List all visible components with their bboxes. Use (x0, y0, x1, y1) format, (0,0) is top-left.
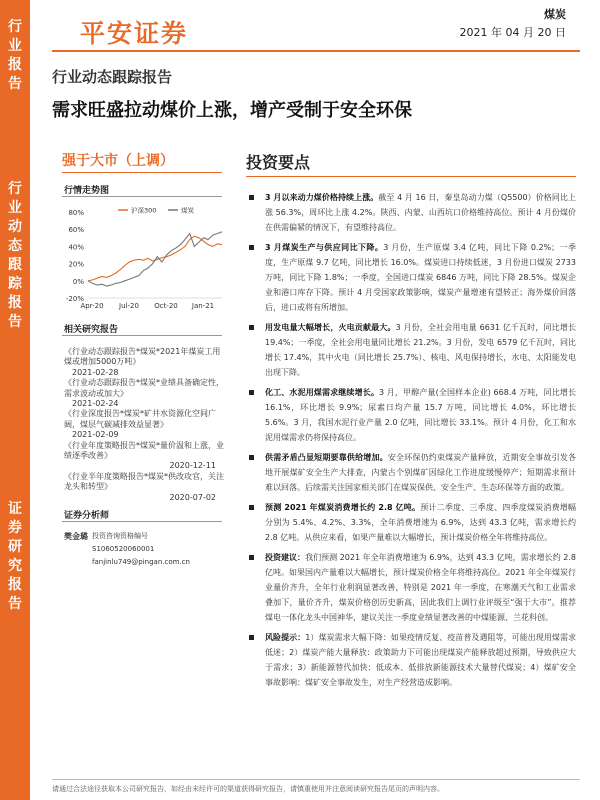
side-char: 告 (8, 596, 22, 612)
analyst-title: 证券分析师 (64, 511, 110, 521)
invest-point-text: 安全环保仍约束煤炭产量释放，近期安全事故引发各地开展煤矿安全生产大排查，内蒙古个别煤矿因绿化工作进度缓慢停产；短期需求预计难以回落。后续需关注国家相关部门在煤炭保供、安全生产、生态环保等方面的政策。 (265, 453, 577, 492)
side-label-report (0, 18, 30, 94)
report-type: 行业动态跟踪报告 (52, 68, 173, 86)
invest-point (246, 500, 576, 545)
y-tick-label: -20% (65, 295, 84, 303)
list-item[interactable] (64, 378, 224, 409)
analyst-email[interactable]: fanjinlu749@pingan.com.cn (92, 558, 190, 566)
side-char: 行 (8, 181, 22, 197)
series-line-1 (88, 232, 222, 286)
invest-point-text: 3 月份，全社会用电量 6631 亿千瓦时，同比增长 19.4%；一季度，全社会用电量同比增长 21.2%。3 月份，发电 6579 亿千瓦时，同比增长 17.4%，其中火电（同比增长 25.7%）、核电、风电保持增长，水电、太阳能发电出现下降。 (265, 323, 577, 377)
side-char: 业 (8, 200, 22, 216)
invest-title: 投资要点 (246, 153, 311, 172)
side-char: 业 (8, 38, 22, 54)
y-tick-label: 40% (68, 243, 84, 252)
side-bar (0, 0, 30, 800)
side-char: 报 (8, 295, 22, 311)
x-tick-label: Oct-20 (154, 302, 178, 310)
x-tick-label: Jan-21 (191, 302, 215, 310)
x-tick-label: Apr-20 (80, 302, 104, 310)
related-report-title: 《行业半年度策略报告*煤炭*供改攻官，关注龙头和转型》 (64, 471, 224, 492)
invest-point-text: 我们预测 2021 年全年消费增速为 6.9%，达到 43.3 亿吨，需求增长约 2.8 亿吨。如果国内产量难以大幅增长，预计煤炭价格全年将维持高位。2021 年全年煤炭行业量价齐升，全年行业利润显著改善，特别是 2021 年一季度，在寒潮天气和工业需求叠加下，量价齐升，煤炭价格创历史新高，因此我们上调行业评级至“强于大市”。推荐煤电一体化龙头中国神华，建议关注一季度业绩显著改善的中煤能源、兰花科创。 (265, 553, 576, 622)
invest-point-text: 3 月，甲醇产量(全国样本企业) 668.4 万吨，同比增长 16.1%，环比增长 9.9%；尿素日均产量 15.7 万吨，同比增长 4.0%，环比增长 5.6%。3 月，我国水泥行业产量 2.0 亿吨，同比增长 33.1%。预计 4 月份，化工和水泥用煤需求仍将保持高位。 (265, 388, 576, 442)
related-report-title: 《行业深度报告*煤炭*矿井水资源化空间广阔，煤层气碳减排效益显著》 (64, 409, 216, 429)
invest-point-lead: 风险提示： (265, 633, 306, 642)
invest-point-lead: 3 月以来动力煤价格持续上涨。 (265, 193, 379, 202)
side-char: 究 (8, 558, 22, 574)
related-report-date: 2020-12-11 (169, 461, 216, 471)
related-report-date: 2021-02-24 (72, 399, 119, 409)
side-char: 态 (8, 238, 22, 254)
related-report-title: 《行业年度策略报告*煤炭*量价温和上涨，业绩逐季改善》 (64, 440, 224, 461)
invest-divider (246, 176, 576, 177)
x-tick-label: Jul-20 (119, 302, 139, 310)
invest-point-lead: 预测 2021 年煤炭消费增长约 2.8 亿吨。 (265, 503, 421, 512)
list-item[interactable] (64, 347, 224, 378)
invest-point-text: 截至 4 月 16 日，秦皇岛动力煤（Q5500）价格同比上涨 56.3%，周环比上涨 4.2%。陕西、内蒙、山西坑口价格维持高位。预计 4 月份煤价在供需偏紧的情况下，有望维持高位。 (265, 193, 576, 232)
invest-point-text: 3 月份，生产原煤 3.4 亿吨，同比下降 0.2%；一季度，生产原煤 9.7 亿吨，同比增长 16.0%。煤炭进口持续低迷，3 月份进口煤炭 2733 万吨，同比下降 1.8%；一季度，全国进口煤炭 6846 万吨，同比下降 28.5%。煤炭企业和港口库存下降。预计 4 月受国家政策影响，煤炭产量增速有望转正；海外煤价回落后，进口或将有所增加。 (265, 243, 576, 312)
side-char: 研 (8, 539, 22, 555)
invest-points (246, 190, 576, 695)
analyst-name: 樊金璐 (64, 532, 88, 541)
side-char: 报 (8, 57, 22, 73)
y-tick-label: 0% (72, 277, 84, 286)
side-char: 券 (8, 520, 22, 536)
trend-divider (62, 196, 222, 197)
side-char: 动 (8, 219, 22, 235)
invest-point (246, 630, 576, 690)
side-char: 踪 (8, 276, 22, 292)
list-item[interactable] (64, 441, 224, 472)
list-item[interactable] (64, 409, 224, 440)
invest-point-lead: 用发电量大幅增长，火电贡献最大。 (265, 323, 396, 332)
side-char: 报 (8, 577, 22, 593)
rating-divider (62, 172, 222, 173)
header-divider (52, 50, 580, 52)
invest-point-text: 1）煤炭需求大幅下降：如果疫情反复、疫苗普及遇阻等，可能出现用煤需求低迷；2）煤炭产能大量释放：政策助力下可能出现煤炭产能释放超过预期，导致供应大于需求；3）新能源替代加快：低成本、低排放新能源技术大量替代煤炭；4）煤矿安全事故影响：煤矿安全事故发生，对生产经营造成影响。 (265, 633, 577, 687)
side-char: 证 (8, 501, 22, 517)
analyst-divider (62, 521, 222, 522)
invest-point (246, 190, 576, 235)
invest-point (246, 450, 576, 495)
invest-point (246, 320, 576, 380)
related-report-date: 2021-02-09 (72, 430, 119, 440)
related-divider (62, 335, 222, 336)
analyst-role: 投资咨询资格编号 (92, 532, 148, 540)
invest-point-lead: 化工、水泥用煤需求继续增长。 (265, 388, 379, 397)
legend-label: 沪深300 (131, 206, 157, 215)
invest-point-text: 预计二季度、三季度、四季度煤炭消费增幅分别为 5.4%、4.2%、3.3%，全年消费增速为 6.9%，达到 43.3 亿吨，需求增长约 2.8 亿吨。从供应来看，如果产量难以大幅增长，预计煤炭价格全年将维持高位。 (265, 503, 577, 542)
related-report-title: 《行业动态跟踪报告*煤炭*业绩具备确定性，需求波动或加大》 (64, 378, 224, 398)
report-date: 2021 年 04 月 20 日 (459, 26, 566, 39)
related-report-date: 2020-07-02 (169, 492, 216, 502)
side-label-report-type (0, 180, 30, 332)
rating: 强于大市（上调） (62, 153, 174, 169)
y-tick-label: 20% (68, 260, 84, 269)
invest-point-lead: 供需矛盾凸显短期要靠供给增加。 (265, 453, 388, 462)
side-char: 跟 (8, 257, 22, 273)
invest-point-lead: 投资建议： (265, 553, 306, 562)
trend-chart (58, 202, 228, 314)
related-title: 相关研究报告 (64, 325, 119, 335)
company-logo: 平安证券 (80, 19, 189, 48)
series-line-0 (88, 236, 222, 281)
invest-point (246, 385, 576, 445)
side-char: 告 (8, 314, 22, 330)
side-char: 告 (8, 76, 22, 92)
trend-title: 行情走势图 (64, 186, 110, 196)
footer-disclaimer: 请通过合法途径获取本公司研究报告，如经由未经许可的渠道获得研究报告，请慎重使用并注意阅读研究报告尾页的声明内容。 (52, 785, 444, 793)
y-tick-label: 60% (68, 226, 84, 235)
related-report-date: 2021-02-28 (72, 367, 119, 377)
footer-divider (52, 779, 580, 780)
related-reports-list (64, 347, 224, 503)
side-char: 行 (8, 19, 22, 35)
related-report-title: 《行业动态跟踪报告*煤炭*2021年煤炭工用煤或增加5000万吨》 (64, 347, 221, 367)
side-label-securities-research (0, 500, 30, 614)
analyst-code: S1060520060001 (92, 545, 155, 553)
invest-point (246, 240, 576, 315)
invest-point-lead: 3 月煤炭生产与供应同比下降。 (265, 243, 384, 252)
sector-label: 煤炭 (544, 8, 566, 21)
legend-label: 煤炭 (181, 206, 194, 215)
invest-point (246, 550, 576, 625)
list-item[interactable] (64, 472, 224, 503)
page-title: 需求旺盛拉动煤价上涨，增产受制于安全环保 (52, 100, 412, 121)
y-tick-label: 80% (68, 209, 84, 217)
